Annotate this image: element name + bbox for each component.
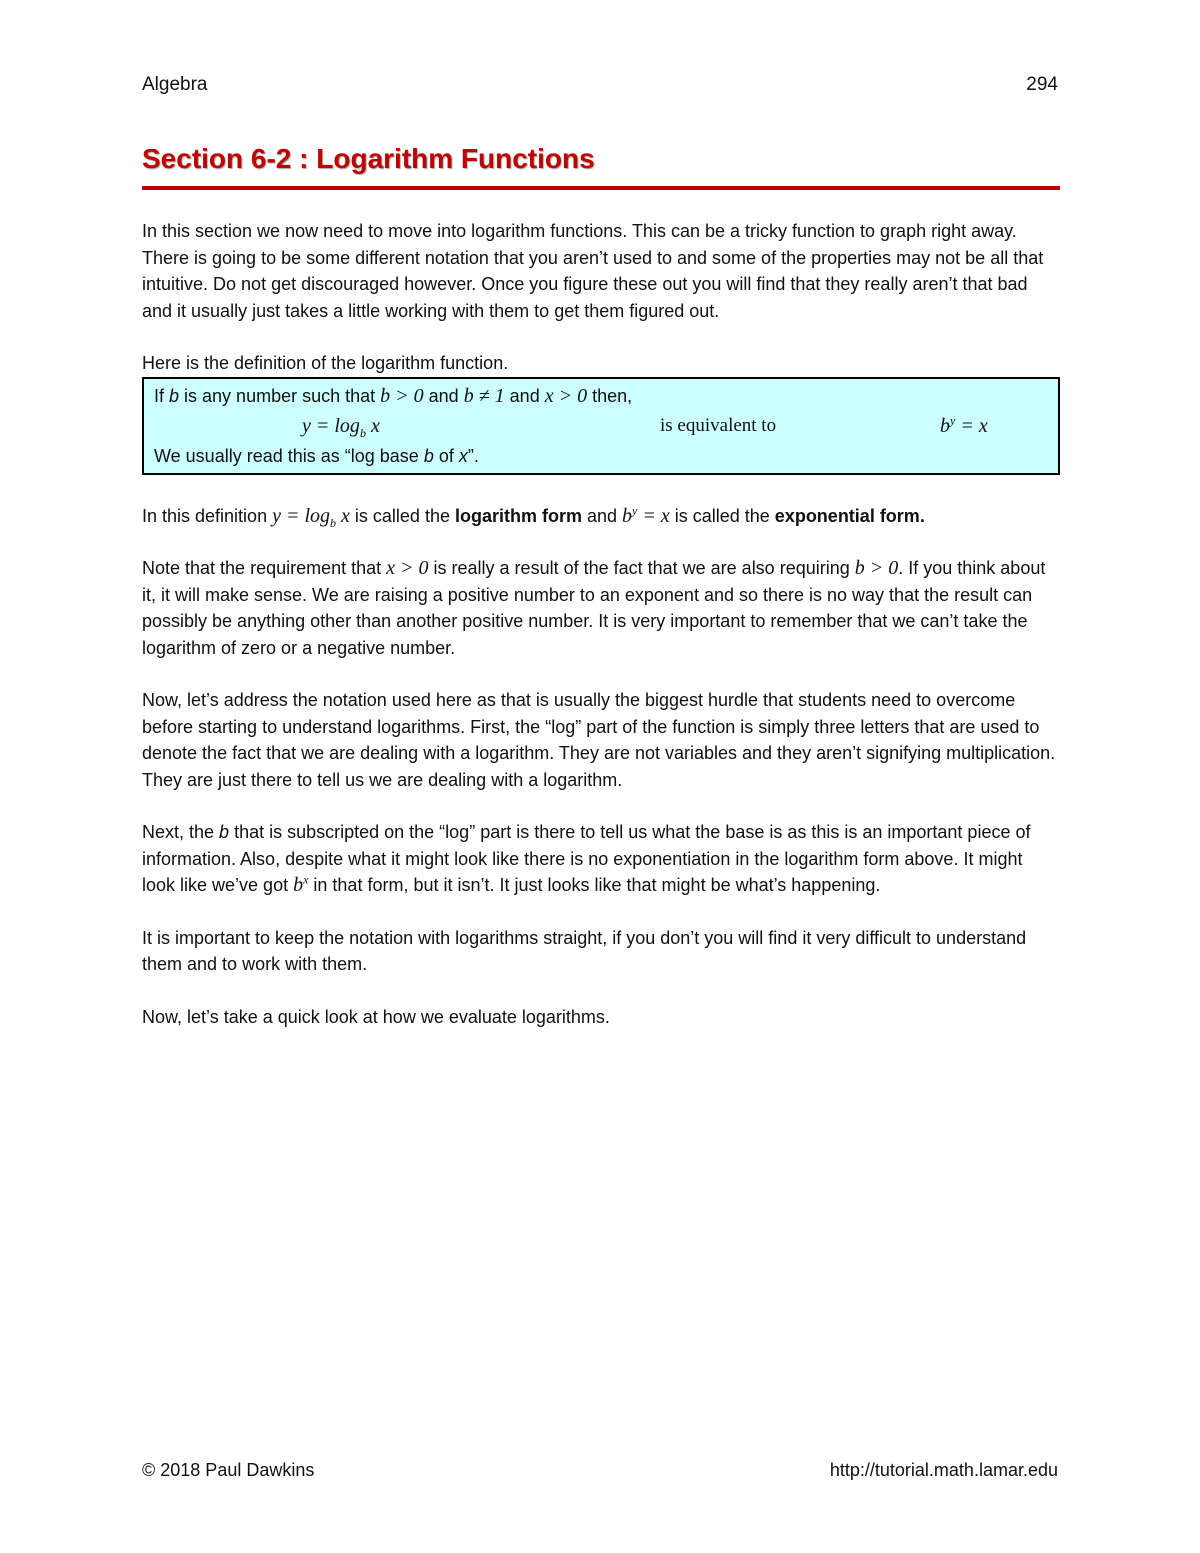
condition-b-positive: b > 0 xyxy=(380,384,424,407)
condition-x-positive: x > 0 xyxy=(544,384,588,407)
footer-copyright: © 2018 Paul Dawkins xyxy=(142,1460,315,1480)
section-title: Section 6-2 : Logarithm Functions xyxy=(142,143,595,174)
definition-line-1: If b is any number such that b > 0 and b ≠ 1 and x > 0 then, xyxy=(154,384,633,407)
intro-paragraph: In this section we now need to move into logarithm functions. This can be a tricky function to graph right away. There is going to be some different notation that you aren’t used to and some of the properties may not be all that intuitive. Do not get discouraged however. Once you figure these out you will find that they really aren’t that bad and it usually just takes a little working with them to get them figured out. xyxy=(142,221,1044,321)
inline-exp-form: $b^y = x$ xyxy=(622,502,670,527)
exp-form-equation: $b^y = x$ xyxy=(940,412,988,437)
requirement-paragraph: Note that the requirement that x > 0 is really a result of the fact that we are also requiring b > 0. If you think about it, it will make sense. We are raising a positive number to an exponent and so there is no way that the result can possibly be anything other than another positive number. It is very important to remember that we can’t take the logarithm of zero or a negative number. xyxy=(142,557,1046,658)
header-subject: Algebra xyxy=(142,74,208,95)
header-page-number: 294 xyxy=(1026,74,1058,95)
definition-equation-row xyxy=(154,411,1048,441)
next-paragraph: Now, let’s take a quick look at how we evaluate logarithms. xyxy=(142,1006,610,1027)
inline-b-power-x: $b^x$ xyxy=(293,872,309,896)
title-divider xyxy=(142,186,1060,190)
log-form-equation: $y = \log_b x$ xyxy=(302,414,380,440)
footer-url[interactable]: http://tutorial.math.lamar.edu xyxy=(829,1460,1058,1480)
condition-b-not-one: b ≠ 1 xyxy=(463,384,505,407)
definition-reading: We usually read this as “log base b of x”. xyxy=(154,445,479,466)
main-content xyxy=(142,218,1060,1056)
definition-intro: Here is the definition of the logarithm function. xyxy=(142,353,509,373)
equivalent-text: is equivalent to xyxy=(660,414,777,436)
base-paragraph: Next, the b that is subscripted on the “log” part is there to tell us what the base is as this is an important piece of information. Also, despite what it might look like there is no exponentiation in the logarithm form above. It might look like we’ve got $b^x$ in that form, but it isn’t. It just looks like that might be what’s happening. xyxy=(142,822,1031,896)
inline-log-form: $y = \log_b x$ xyxy=(272,504,350,530)
definition-box xyxy=(142,377,1060,475)
notation-paragraph: Now, let’s address the notation used here as that is usually the biggest hurdle that students need to overcome before starting to understand logarithms. First, the “log” part of the function is simply three letters that are used to denote the fact that we are dealing with a logarithm. They are not variables and they aren’t signifying multiplication. They are just there to tell us we are dealing with a logarithm. xyxy=(142,690,1056,790)
forms-paragraph: In this definition $y = \log_b x$ is called the logarithm form and $b^y = x$ is called the exponential form. xyxy=(142,502,925,530)
important-paragraph: It is important to keep the notation with logarithms straight, if you don’t you will find it very difficult to understand them and to work with them. xyxy=(142,927,1027,974)
